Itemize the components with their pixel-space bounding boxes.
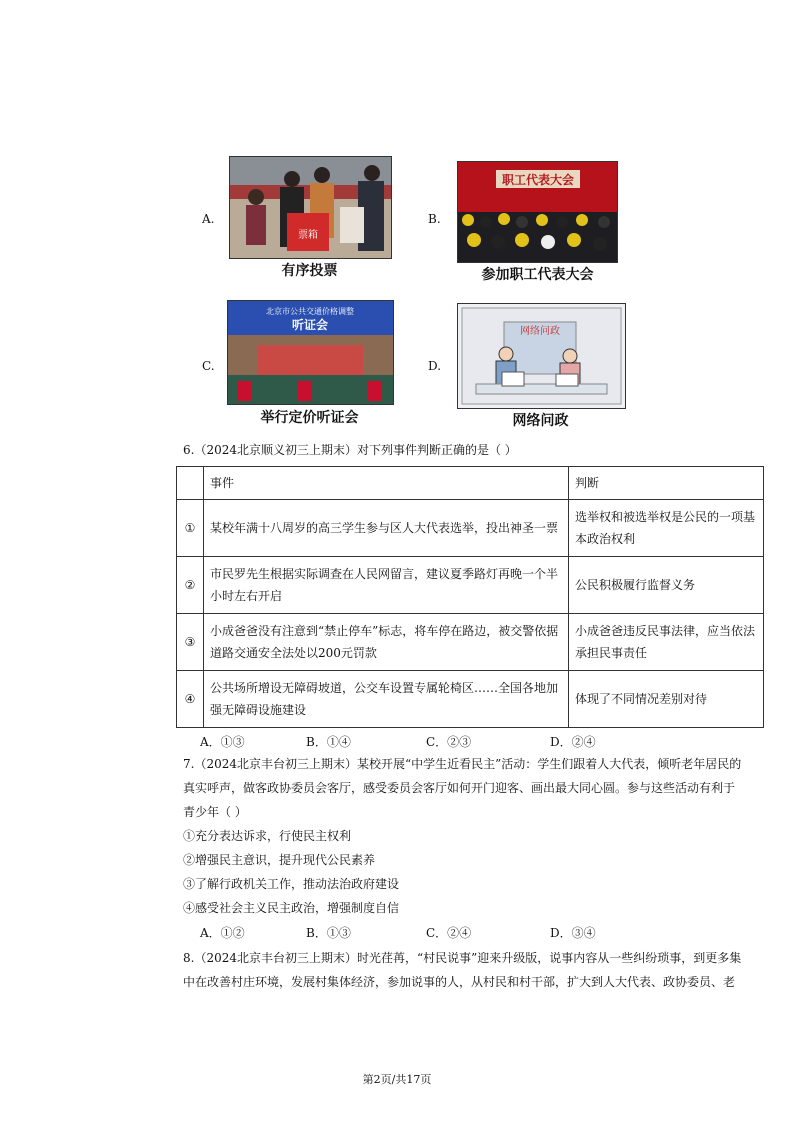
voting-photo	[229, 156, 392, 259]
answer-option-c[interactable]: C．②③	[426, 735, 472, 749]
q6-answer-options	[200, 733, 760, 749]
q7-stem-line3: 青少年（ ）	[183, 805, 247, 819]
hearing-illustration	[228, 301, 393, 404]
table-header-cell: 判断	[569, 467, 764, 500]
row-judgment: 公民积极履行监督义务	[569, 557, 764, 614]
table-row	[177, 500, 764, 557]
option-a-letter: A.	[202, 212, 215, 226]
q6-stem: 6.（2024北京顺义初三上期末）对下列事件判断正确的是（ ）	[183, 443, 517, 457]
online-board-text: 网络问政	[520, 326, 560, 337]
q7-stem-line2: 真实呼声，做客政协委员会客厅，感受委员会客厅如何开门迎客、画出最大同心圆。参与这些活动有利于	[183, 781, 736, 795]
option-b-letter: B.	[428, 212, 441, 226]
q7-item-3: ③了解行政机关工作，推动法治政府建设	[183, 877, 400, 891]
voting-illustration	[230, 157, 391, 258]
q7-item-1: ①充分表达诉求，行使民主权利	[183, 829, 352, 843]
row-number: ④	[177, 671, 204, 728]
ballot-box-sign: 票箱	[298, 230, 318, 241]
row-judgment: 体现了不同情况差别对待	[569, 671, 764, 728]
row-event: 公共场所增设无障碍坡道，公交车设置专属轮椅区……全国各地加强无障碍设施建设	[204, 671, 569, 728]
answer-option-d[interactable]: D．②④	[550, 735, 596, 749]
option-d-letter: D.	[428, 359, 442, 373]
image-a-caption: 有序投票	[281, 263, 338, 279]
hearing-banner-line1: 北京市公共交通价格调整	[266, 307, 354, 316]
table-row	[177, 671, 764, 728]
answer-option-a[interactable]: A．①③	[200, 735, 245, 749]
hearing-banner-line2: 听证会	[291, 318, 329, 332]
row-judgment: 小成爸爸违反民事法律，应当依法承担民事责任	[569, 614, 764, 671]
q8-stem-line2: 中在改善村庄环境，发展村集体经济，参加说事的人，从村民和村干部，扩大到人大代表、政协委员、老	[183, 975, 736, 989]
q7-item-2: ②增强民主意识，提升现代公民素养	[183, 853, 376, 867]
row-judgment: 选举权和被选举权是公民的一项基本政治权利	[569, 500, 764, 557]
answer-option-b[interactable]: B．①③	[306, 926, 351, 940]
table-row	[177, 614, 764, 671]
table-header-cell: 事件	[204, 467, 569, 500]
q7-stem-line1: 7.（2024北京丰台初三上期末）某校开展“中学生近看民主”活动：学生们跟着人大代表，倾听老年居民的	[183, 757, 742, 771]
image-b-caption: 参加职工代表大会	[481, 267, 594, 283]
answer-option-d[interactable]: D．③④	[550, 926, 596, 940]
image-d-caption: 网络问政	[512, 413, 569, 429]
congress-banner-text: 职工代表大会	[501, 173, 575, 187]
q6-table	[176, 466, 764, 728]
row-number: ②	[177, 557, 204, 614]
row-event: 市民罗先生根据实际调查在人民网留言，建议夏季路灯再晚一个半小时左右开启	[204, 557, 569, 614]
table-header-row	[177, 467, 764, 500]
row-event: 某校年满十八周岁的高三学生参与区人大代表选举，投出神圣一票	[204, 500, 569, 557]
online-politics-photo	[457, 303, 626, 409]
image-c-caption: 举行定价听证会	[260, 410, 359, 426]
row-number: ③	[177, 614, 204, 671]
congress-photo	[457, 161, 618, 263]
congress-illustration	[458, 162, 617, 262]
q8-stem-line1: 8.（2024北京丰台初三上期末）时光荏苒，“村民说事”迎来升级版，说事内容从一些纠纷琐事，到更多集	[183, 951, 742, 965]
page-number-footer: 第2页/共17页	[362, 1073, 432, 1086]
row-number: ①	[177, 500, 204, 557]
answer-option-b[interactable]: B．①④	[306, 735, 351, 749]
answer-option-c[interactable]: C．②④	[426, 926, 472, 940]
q7-item-4: ④感受社会主义民主政治，增强制度自信	[183, 901, 400, 915]
table-header-cell	[177, 467, 204, 500]
hearing-photo	[227, 300, 394, 405]
table-row	[177, 557, 764, 614]
online-politics-illustration	[458, 304, 625, 408]
option-c-letter: C.	[202, 359, 215, 373]
answer-option-a[interactable]: A．①②	[200, 926, 245, 940]
q7-answer-options	[200, 924, 760, 940]
row-event: 小成爸爸没有注意到“禁止停车”标志，将车停在路边，被交警依据道路交通安全法处以200元罚款	[204, 614, 569, 671]
